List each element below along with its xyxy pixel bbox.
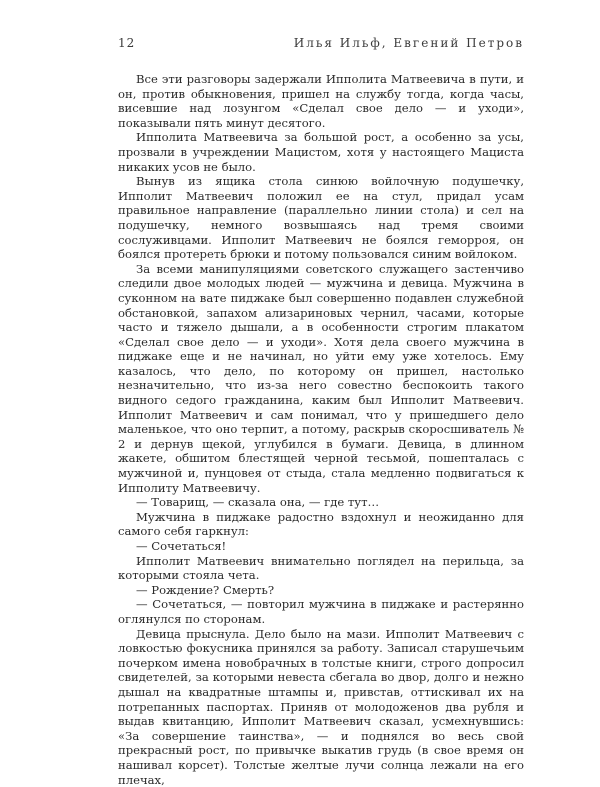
paragraph: Все эти разговоры задержали Ипполита Матвеевича в пути, и он, против обыкновения, пришел на службу тогда, когда часы, висевшие над лозунгом «Сделал свое дело — и уходи», показывали пять минут десятого. xyxy=(118,72,524,130)
page-number: 12 xyxy=(118,36,136,50)
paragraph: Ипполита Матвеевича за большой рост, а особенно за усы, прозвали в учреждении Мацистом, хотя у настоящего Мациста никаких усов не было. xyxy=(118,130,524,174)
dialogue-line: — Сочетаться, — повторил мужчина в пиджаке и растерянно оглянулся по сторонам. xyxy=(118,597,524,626)
paragraph: За всеми манипуляциями советского служащего застенчиво следили двое молодых людей — мужчина и девица. Мужчина в суконном на вате пиджаке был совершенно подавлен служебной обстановкой, запахом ализариновых чернил, часами, которые часто и тяжело дышали, а в особенности строгим плакатом «Сделал свое дело — и уходи». Хотя дела своего мужчина в пиджаке еще и не начинал, но уйти ему уже хотелось. Ему казалось, что дело, по которому он пришел, настолько незначительно, что из-за него совестно беспокоить такого видного седого гражданина, каким был Ипполит Матвеевич. Ипполит Матвеевич и сам понимал, что у пришедшего дело маленькое, что оно терпит, а потому, раскрыв скоросшиватель № 2 и дернув щекой, углубился в бумаги. Девица, в длинном жакете, обшитом блестящей черной тесьмой, пошепталась с мужчиной и, пунцовея от стыда, стала медленно подвигаться к Ипполиту Матвеевичу. xyxy=(118,261,524,495)
page-header xyxy=(118,36,524,50)
paragraph: Ипполит Матвеевич внимательно поглядел на перильца, за которыми стояла чета. xyxy=(118,553,524,583)
dialogue-line: — Товарищ, — сказала она, — где тут… xyxy=(136,495,380,510)
paragraph: Вынув из ящика стола синюю войлочную подушечку, Ипполит Матвеевич положил ее на стул, придал усам правильное направление (параллельно линии стола) и сел на подушечку, немного возвышаясь над тремя своими сослуживцами. Ипполит Матвеевич не боялся геморроя, он боялся протереть брюки и потому пользовался синим войлоком. xyxy=(118,174,524,262)
paragraph: Мужчина в пиджаке радостно вздохнул и неожиданно для самого себя гаркнул: xyxy=(118,509,524,539)
dialogue-line: — Сочетаться! xyxy=(136,539,227,553)
running-title: Илья Ильф, Евгений Петров xyxy=(293,36,524,50)
dialogue-line: — Рождение? Смерть? xyxy=(136,582,275,597)
body-text xyxy=(118,72,524,787)
paragraph: Девица прыснула. Дело было на мази. Ипполит Матвеевич с ловкостью фокусника принялся за работу. Записал старушечьим почерком имена новобрачных в толстые книги, строго допросил свидетелей, за которыми невеста сбегала во двор, долго и нежно дышал на квадратные штампы и, привстав, оттискивал их на потрепанных паспортах. Приняв от молодоженов два рубля и выдав квитанцию, Ипполит Матвеевич сказал, усмехнувшись: «За совершение таинства», — и поднялся во весь свой прекрасный рост, по привычке выкатив грудь (в свое время он нашивал корсет). Толстые желтые лучи солнца лежали на его плечах, xyxy=(118,626,524,787)
